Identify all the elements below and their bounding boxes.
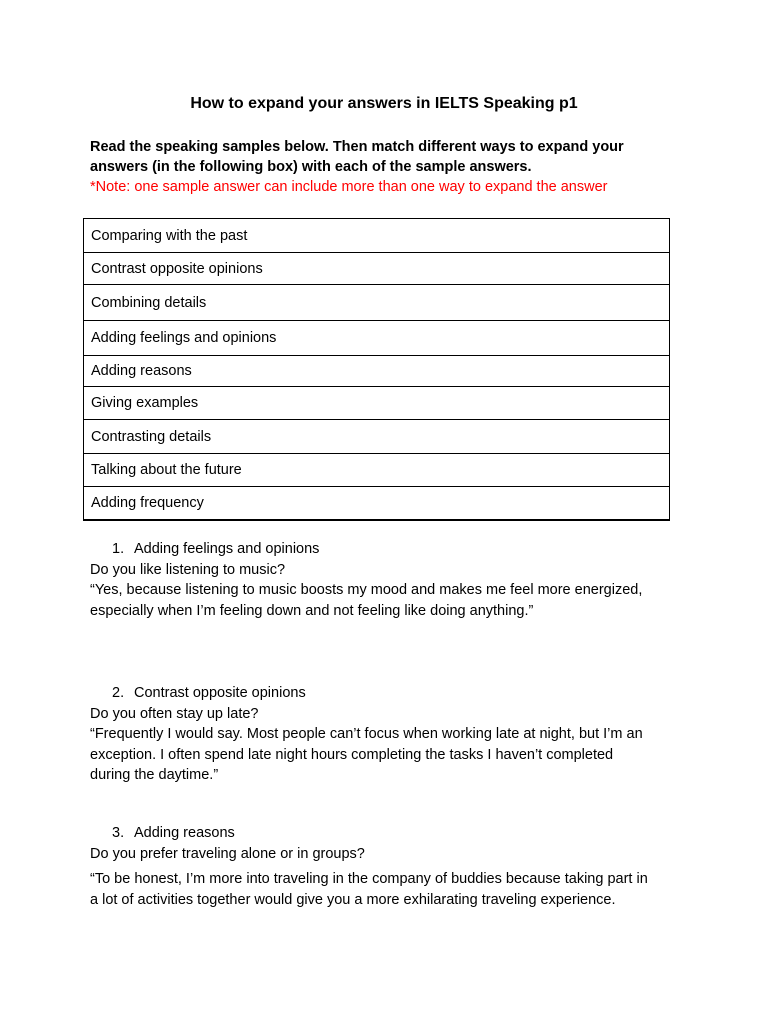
question-text: Do you like listening to music? xyxy=(90,561,286,578)
box-item: Contrast opposite opinions xyxy=(84,252,669,284)
list-number: 1. xyxy=(112,541,125,557)
sample-question-2 xyxy=(90,683,690,786)
question-label: Adding feelings and opinions xyxy=(134,541,320,557)
question-text: Do you often stay up late? xyxy=(90,705,259,722)
box-item: Adding feelings and opinions xyxy=(84,320,669,355)
answer-line: during the daytime.” xyxy=(90,767,219,783)
box-item: Adding reasons xyxy=(84,355,669,386)
box-item: Giving examples xyxy=(84,386,669,419)
box-item: Contrasting details xyxy=(84,419,669,453)
answer-line: “Yes, because listening to music boosts my mood and makes me feel more energized, xyxy=(90,582,643,598)
question-label: Contrast opposite opinions xyxy=(134,685,306,701)
question-heading xyxy=(90,683,690,704)
instructions-line-2: answers (in the following box) with each of the sample answers. xyxy=(90,159,532,175)
box-item: Adding frequency xyxy=(84,486,669,519)
question-label: Adding reasons xyxy=(134,825,235,841)
question-heading xyxy=(90,539,690,560)
box-item: Comparing with the past xyxy=(91,227,248,244)
question-heading xyxy=(90,823,690,844)
list-number: 3. xyxy=(112,825,125,841)
expansion-methods-box xyxy=(83,218,670,521)
answer-line: exception. I often spend late night hours completing the tasks I haven’t completed xyxy=(90,746,614,763)
answer-line: “Frequently I would say. Most people can’t focus when working late at night, but I’m an xyxy=(90,726,643,742)
page-title: How to expand your answers in IELTS Speaking p1 xyxy=(190,95,578,112)
answer-line: especially when I’m feeling down and not feeling like doing anything.” xyxy=(90,602,534,619)
answer-line: a lot of activities together would give you a more exhilarating traveling experience. xyxy=(90,891,616,908)
answer-line: “To be honest, I’m more into traveling in the company of buddies because taking part in xyxy=(90,871,648,887)
sample-question-3 xyxy=(90,823,690,910)
box-item: Talking about the future xyxy=(84,453,669,486)
instructions-line-1: Read the speaking samples below. Then match different ways to expand your xyxy=(90,139,624,155)
question-text: Do you prefer traveling alone or in groups? xyxy=(90,845,365,862)
box-item: Combining details xyxy=(84,284,669,320)
sample-question-1 xyxy=(90,539,690,621)
instructions-note: *Note: one sample answer can include more than one way to expand the answer xyxy=(90,179,608,195)
instructions xyxy=(90,137,690,197)
list-number: 2. xyxy=(112,685,125,701)
